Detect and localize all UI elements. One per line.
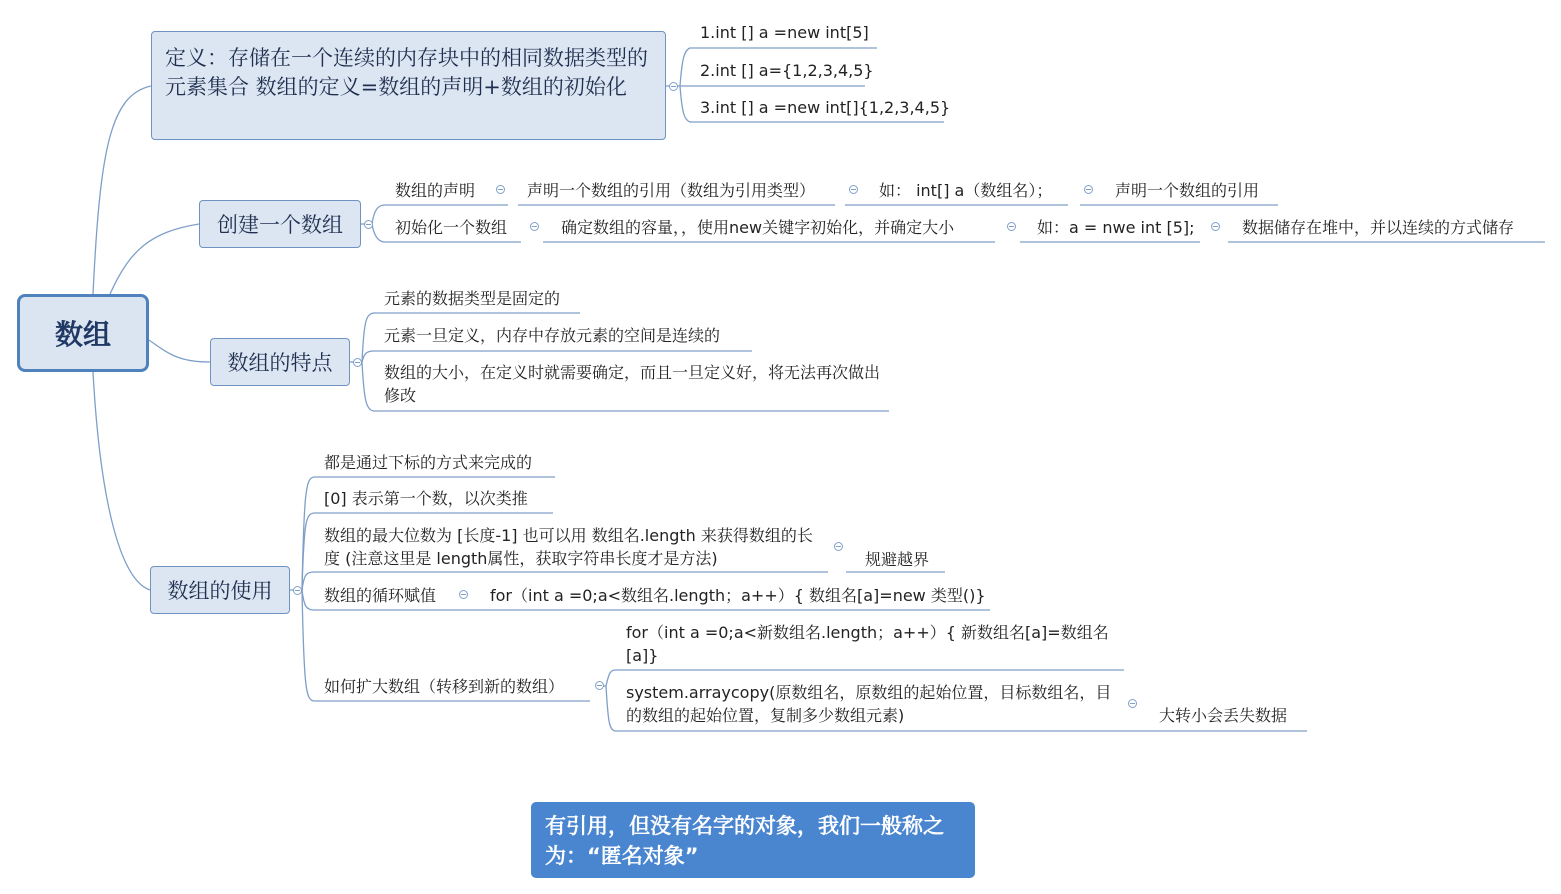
anonymous-object-callout[interactable]: [531, 802, 975, 878]
loop-code: for（int a =0;a<数组名.length；a++）{ 数组名[a]=new 类型()}: [490, 586, 986, 605]
example-3: 3.int [] a =new int[]{1,2,3,4,5}: [700, 98, 951, 117]
usage-item: 数组的循环赋值: [324, 586, 437, 605]
branch-create[interactable]: [199, 200, 361, 248]
collapse-toggle-icon[interactable]: [595, 681, 604, 690]
example-1: 1.int [] a =new int[5]: [700, 23, 869, 42]
feature-item: 元素的数据类型是固定的: [384, 289, 561, 308]
feature-item: 元素一旦定义，内存中存放元素的空间是连续的: [384, 326, 721, 345]
expand-for-code: for（int a =0;a<新数组名.length；a++）{ 新数组名[a]=数组名[a]}: [626, 623, 1109, 665]
init-note: 数据储存在堆中，并以连续的方式储存: [1242, 218, 1515, 237]
collapse-toggle-icon[interactable]: [353, 358, 362, 367]
collapse-toggle-icon[interactable]: [293, 586, 302, 595]
branch-features-label: 数组的特点: [227, 351, 333, 375]
declare-note: 声明一个数组的引用: [1115, 181, 1260, 200]
usage-item: 都是通过下标的方式来完成的: [324, 453, 533, 472]
root-label: 数组: [54, 318, 111, 351]
declare-label: 数组的声明: [395, 181, 476, 200]
collapse-toggle-icon[interactable]: [1007, 222, 1016, 231]
usage-item: [0] 表示第一个数，以次类推: [324, 489, 528, 508]
collapse-toggle-icon[interactable]: [459, 590, 468, 599]
branch-features[interactable]: [210, 338, 350, 386]
data-loss-note: 大转小会丢失数据: [1159, 706, 1288, 725]
collapse-toggle-icon[interactable]: [834, 542, 843, 551]
collapse-toggle-icon[interactable]: [669, 82, 678, 91]
collapse-toggle-icon[interactable]: [849, 185, 858, 194]
declare-example: 如： int[] a（数组名）；: [879, 181, 1053, 200]
usage-item: 如何扩大数组（转移到新的数组）: [324, 677, 565, 696]
branch-usage-label: 数组的使用: [167, 579, 273, 603]
root-node[interactable]: [17, 294, 149, 372]
collapse-toggle-icon[interactable]: [530, 222, 539, 231]
avoid-overflow: 规避越界: [865, 550, 930, 569]
init-desc: 确定数组的容量，，使用new关键字初始化，并确定大小: [561, 218, 955, 237]
collapse-toggle-icon[interactable]: [1084, 185, 1093, 194]
init-label: 初始化一个数组: [395, 218, 508, 237]
init-example: 如：a = nwe int [5];: [1037, 218, 1195, 237]
collapse-toggle-icon[interactable]: [1128, 699, 1137, 708]
example-2: 2.int [] a={1,2,3,4,5}: [700, 61, 874, 80]
definition-node[interactable]: [151, 31, 666, 140]
declare-desc: 声明一个数组的引用（数组为引用类型）: [527, 181, 816, 200]
branch-create-label: 创建一个数组: [217, 213, 343, 237]
arraycopy-code: system.arraycopy(原数组名，原数组的起始位置，目标数组名，目的数组的起始位置，复制多少数组元素): [626, 683, 1112, 725]
definition-text: 定义：存储在一个连续的内存块中的相同数据类型的元素集合 数组的定义=数组的声明+数组的初始化: [165, 46, 648, 99]
collapse-toggle-icon[interactable]: [364, 220, 373, 229]
branch-usage[interactable]: [150, 566, 290, 614]
collapse-toggle-icon[interactable]: [496, 185, 505, 194]
usage-item: 数组的最大位数为 [长度-1] 也可以用 数组名.length 来获得数组的长度 (注意这里是 length属性，获取字符串长度才是方法): [324, 526, 813, 568]
feature-item: 数组的大小，在定义时就需要确定，而且一旦定义好，将无法再次做出修改: [384, 363, 881, 405]
collapse-toggle-icon[interactable]: [1211, 222, 1220, 231]
callout-text: 有引用，但没有名字的对象，我们一般称之为：“匿名对象”: [545, 814, 944, 868]
